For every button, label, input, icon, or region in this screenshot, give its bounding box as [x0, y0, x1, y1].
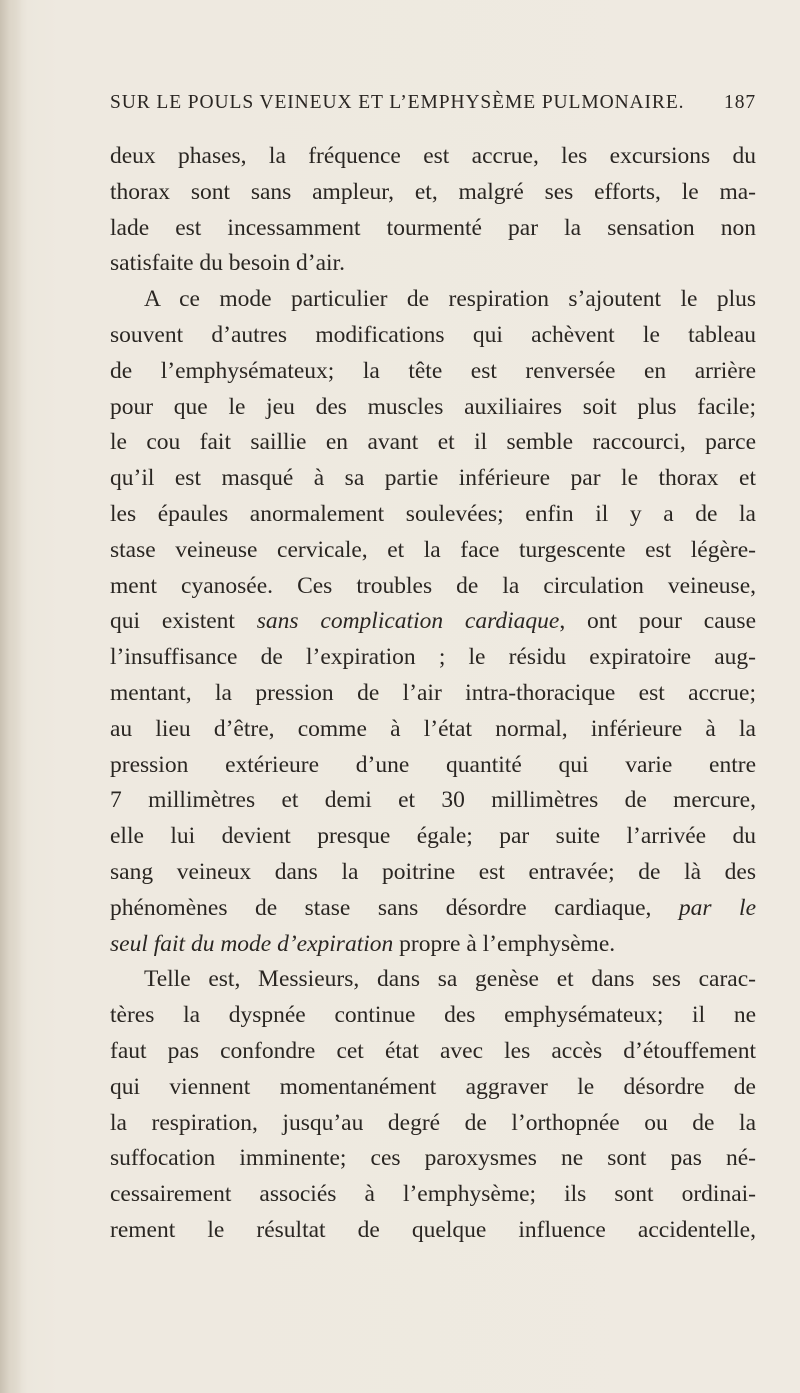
running-header	[110, 92, 756, 122]
text-line: sang veineux dans la poitrine est entravée; de là des	[110, 858, 756, 885]
text-line: rement le résultat de quelque influence accidentelle,	[110, 1216, 756, 1243]
text-line: lade est incessamment tourmenté par la sensation non	[110, 214, 756, 241]
text-line: pression extérieure d’une quantité qui varie entre	[110, 751, 756, 778]
text-line: souvent d’autres modifications qui achèvent le tableau	[110, 321, 756, 348]
running-title: SUR LE POULS VEINEUX ET L’EMPHYSÈME PULMONAIRE.	[110, 92, 685, 113]
text-line: de l’emphysémateux; la tête est renversée en arrière	[110, 357, 756, 384]
text-line: ment cyanosée. Ces troubles de la circulation veineuse,	[110, 572, 756, 599]
text-line: phénomènes de stase sans désordre cardiaque, par le	[110, 894, 756, 921]
text-line: qui viennent momentanément aggraver le désordre de	[110, 1073, 756, 1100]
text-line: le cou fait saillie en avant et il semble raccourci, parce	[110, 429, 756, 456]
italic-phrase: par le	[678, 894, 756, 921]
text-line: cessairement associés à l’emphysème; ils sont ordinai-	[110, 1181, 756, 1208]
text-line: les épaules anormalement soulevées; enfin il y a de la	[110, 500, 756, 527]
paragraph-start-line: A ce mode particulier de respiration s’ajoutent le plus	[144, 286, 756, 313]
paragraph-start-line: Telle est, Messieurs, dans sa genèse et dans ses carac-	[144, 966, 756, 993]
text-line: satisfaite du besoin d’air.	[110, 250, 345, 277]
text-line: seul fait du mode d’expiration propre à l’emphysème.	[110, 930, 616, 957]
italic-phrase: sans complication cardiaque	[256, 608, 560, 635]
text-line: qui existent sans complication cardiaque, ont pour cause	[110, 608, 756, 635]
text-line: deux phases, la fréquence est accrue, les excursions du	[110, 143, 756, 169]
text-line: tères la dyspnée continue des emphysémateux; il ne	[110, 1002, 756, 1029]
italic-phrase: seul fait du mode d’expiration	[110, 930, 394, 957]
page-edge-shadow	[0, 0, 22, 1393]
text-line: faut pas confondre cet état avec les accès d’étouffement	[110, 1037, 756, 1064]
text-line: stase veineuse cervicale, et la face turgescente est légère-	[110, 536, 756, 563]
text-line: mentant, la pression de l’air intra-thoracique est accrue;	[110, 679, 756, 706]
text-line: la respiration, jusqu’au degré de l’orthopnée ou de la	[110, 1109, 756, 1136]
text-line: 7 millimètres et demi et 30 millimètres de mercure,	[110, 787, 756, 814]
text-line: suffocation imminente; ces paroxysmes ne sont pas né-	[110, 1145, 756, 1172]
text-line: l’insuffisance de l’expiration ; le résidu expiratoire aug-	[110, 644, 756, 671]
text-line: qu’il est masqué à sa partie inférieure par le thorax et	[110, 465, 756, 492]
text-line: au lieu d’être, comme à l’état normal, inférieure à la	[110, 715, 756, 742]
text-line: elle lui devient presque égale; par suite l’arrivée du	[110, 823, 756, 850]
text-line: thorax sont sans ampleur, et, malgré ses efforts, le ma-	[110, 178, 756, 205]
page-number: 187	[724, 92, 756, 113]
text-line: pour que le jeu des muscles auxiliaires soit plus facile;	[110, 393, 756, 420]
body-text	[110, 139, 756, 1249]
